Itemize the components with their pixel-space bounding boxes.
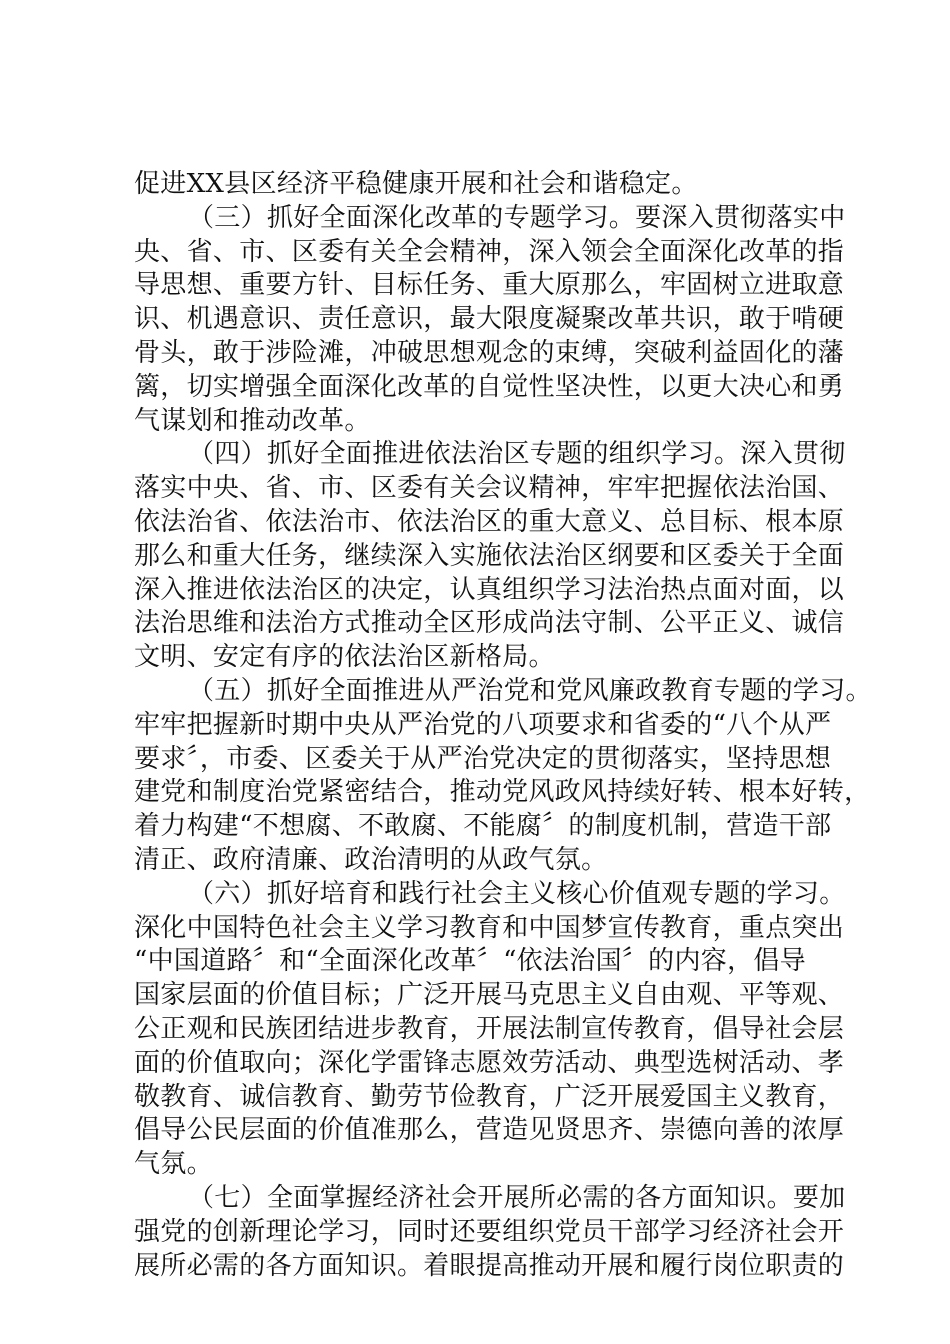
text-line: “中国道路〞和“全面深化改革〞“依法治国〞的内容，倡导	[134, 946, 806, 977]
text-line: 央、省、市、区委有关全会精神，深入领会全面深化改革的指	[134, 236, 845, 267]
paragraph-heading-line: （七）全面掌握经济社会开展所必需的各方面知识。要加	[188, 1182, 846, 1213]
text-line: 那么和重大任务，继续深入实施依法治区纲要和区委关于全面	[134, 540, 845, 571]
text-line: 气氛。	[134, 1149, 213, 1180]
text-line: 强党的创新理论学习，同时还要组织党员干部学习经济社会开	[134, 1216, 845, 1247]
text-line: 依法治省、依法治市、依法治区的重大意义、总目标、根本原	[134, 506, 845, 537]
text-line: 文明、安定有序的依法治区新格局。	[134, 642, 555, 673]
text-line: 骨头，敢于涉险滩，冲破思想观念的束缚，突破利益固化的藩	[134, 337, 845, 368]
text-line: 篱，切实增强全面深化改革的自觉性坚决性，以更大决心和勇	[134, 371, 845, 402]
text-line: 识、机遇意识、责任意识，最大限度凝聚改革共识，敢于啃硬	[134, 304, 845, 335]
text-line: 气谋划和推动改革。	[134, 405, 371, 436]
paragraph-heading-line: （三）抓好全面深化改革的专题学习。要深入贯彻落实中	[188, 202, 846, 233]
text-line: 深入推进依法治区的决定，认真组织学习法治热点面对面，以	[134, 574, 845, 605]
text-line: 国家层面的价值目标；广泛开展马克思主义自由观、平等观、	[134, 980, 845, 1011]
text-line: 法治思维和法治方式推动全区形成尚法守制、公平正义、诚信	[134, 608, 845, 639]
text-line: 公正观和民族团结进步教育，开展法制宣传教育，倡导社会层	[134, 1013, 845, 1044]
text-line: 着力构建“不想腐、不敢腐、不能腐〞的制度机制，营造干部	[134, 811, 832, 842]
text-line: 建党和制度治党紧密结合，推动党风政风持续好转、根本好转，	[134, 777, 871, 808]
text-line: 导思想、重要方针、目标任务、重大原那么，牢固树立进取意	[134, 270, 845, 301]
text-line: 清正、政府清廉、政治清明的从政气氛。	[134, 844, 608, 875]
text-line: 倡导公民层面的价值准那么，营造见贤思齐、崇德向善的浓厚	[134, 1115, 845, 1146]
text-line: 落实中央、省、市、区委有关会议精神，牢牢把握依法治国、	[134, 473, 845, 504]
text-line: 促进XX县区经济平稳健康开展和社会和谐稳定。	[134, 169, 698, 199]
paragraph-heading-line: （五）抓好全面推进从严治党和党风廉政教育专题的学习。	[188, 675, 872, 706]
text-line: 要求〞，市委、区委关于从严治党决定的贯彻落实，坚持思想	[134, 743, 832, 774]
text-line: 面的价值取向；深化学雷锋志愿效劳活动、典型选树活动、孝	[134, 1047, 845, 1078]
text-line: 展所必需的各方面知识。着眼提高推动开展和履行岗位职责的	[134, 1250, 845, 1281]
text-line: 牢牢把握新时期中央从严治党的八项要求和省委的“八个从严	[134, 709, 832, 740]
text-line: 敬教育、诚信教育、勤劳节俭教育，广泛开展爱国主义教育，	[134, 1081, 845, 1112]
text-line: 深化中国特色社会主义学习教育和中国梦宣传教育，重点突出	[134, 912, 845, 943]
paragraph-heading-line: （四）抓好全面推进依法治区专题的组织学习。深入贯彻	[188, 439, 846, 470]
paragraph-heading-line: （六）抓好培育和践行社会主义核心价值观专题的学习。	[188, 878, 846, 909]
document-body	[134, 168, 872, 1283]
